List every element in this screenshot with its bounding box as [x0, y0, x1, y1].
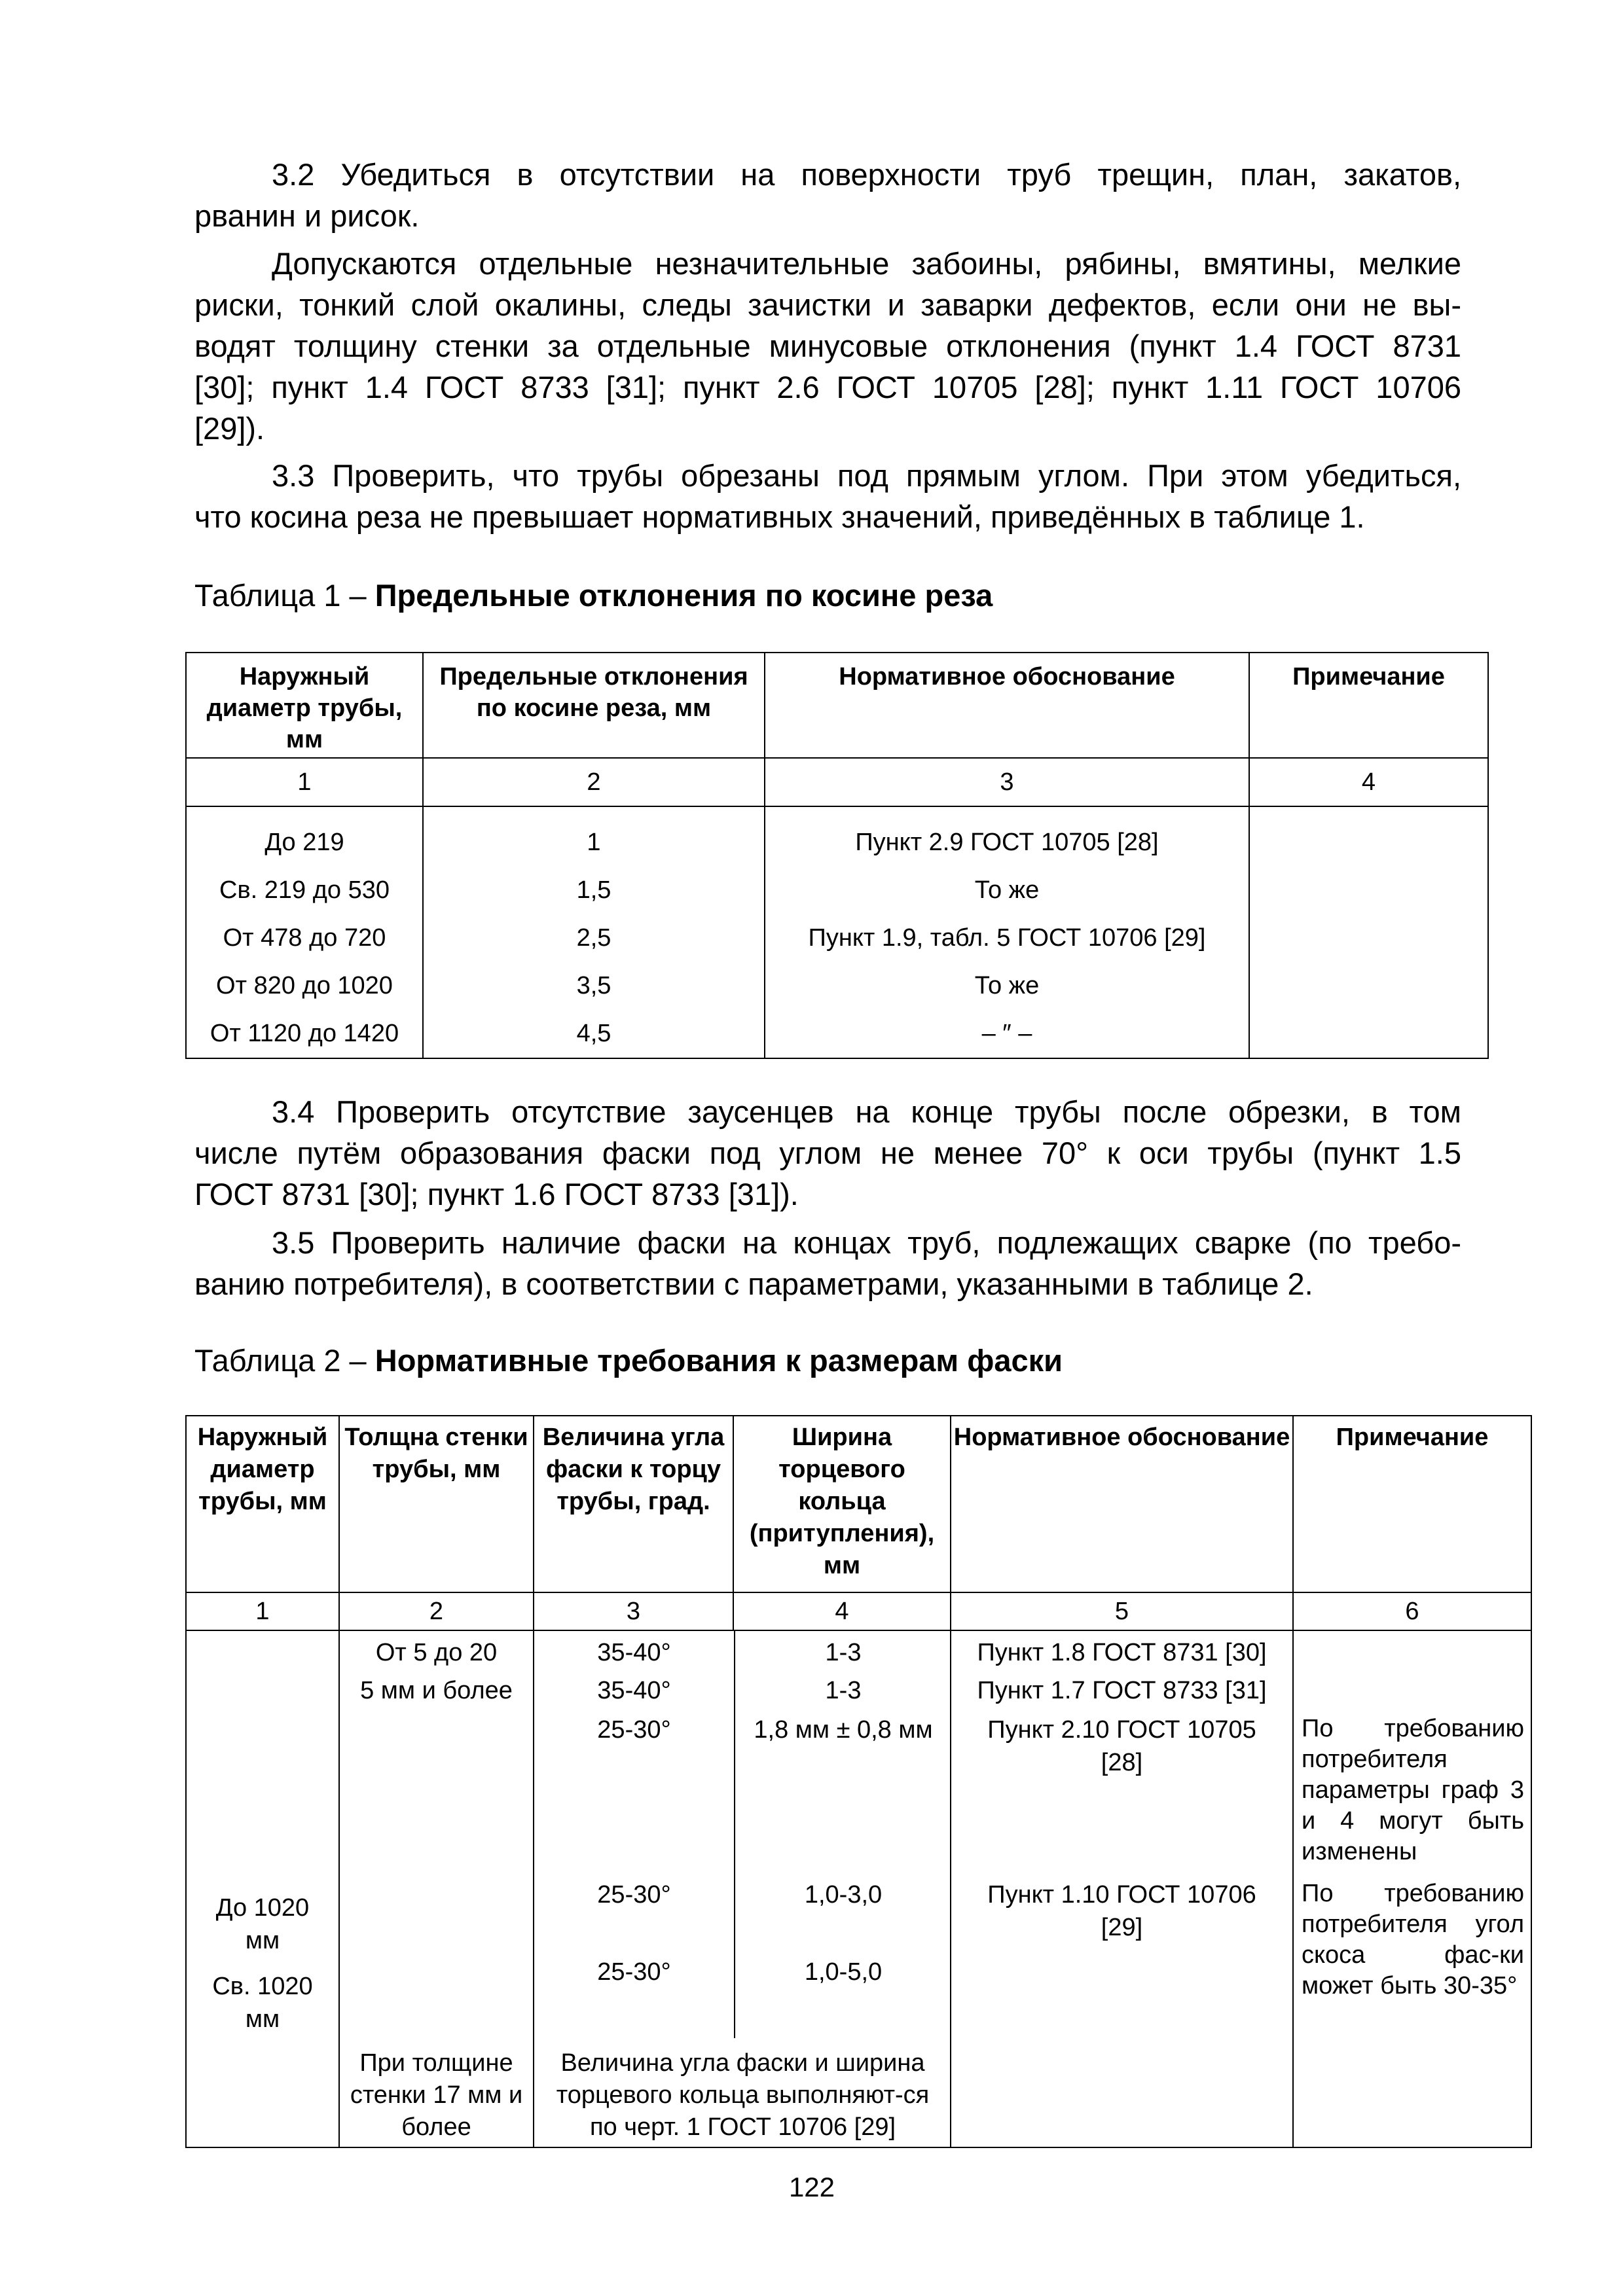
table-cell: 1,5 — [576, 876, 611, 904]
column-number-row — [186, 758, 1488, 806]
table-cell: 25-30° — [597, 1881, 671, 1909]
header-cell: Примечание — [1249, 653, 1488, 758]
caption-title: Предельные отклонения по косине реза — [374, 578, 993, 613]
header-cell: Величина угла фаски к торцу трубы, град. — [534, 1416, 733, 1592]
paragraph-3-3 — [194, 455, 1461, 537]
deviation-column — [423, 806, 765, 1058]
table-cell: До 1020 мм — [215, 1894, 310, 1954]
header-cell: Нормативное обоснование — [765, 653, 1249, 758]
column-number: 3 — [765, 758, 1249, 806]
table-1 — [185, 652, 1489, 1059]
table-cell: Пункт 1.8 ГОСТ 8731 [30] — [977, 1639, 1267, 1666]
table-cell: Св. 1020 мм — [212, 1973, 313, 2033]
header-cell: Ширина торцевого кольца (притупления), мм — [733, 1416, 951, 1592]
table-cell: Пункт 2.9 ГОСТ 10705 [28] — [855, 829, 1159, 856]
basis-column — [951, 1630, 1293, 2147]
table-cell: До 219 — [264, 829, 344, 856]
paragraph-3-5 — [194, 1222, 1461, 1304]
table-cell: При толщине стенки 17 мм и более — [350, 2049, 523, 2141]
text-line: риски, тонкий слой окалины, следы зачистки и заварки дефектов, если они не вы- — [194, 287, 1461, 322]
diameter-column — [186, 806, 423, 1058]
column-number: 5 — [951, 1592, 1293, 1630]
paragraph-3-2 — [194, 154, 1461, 236]
text-line: [30]; пункт 1.4 ГОСТ 8733 [31]; пункт 2.6 ГОСТ 10705 [28]; пункт 1.11 ГОСТ 10706 — [194, 370, 1461, 404]
table-cell: 25-30° — [597, 1716, 671, 1744]
table-cell: Пункт 1.10 ГОСТ 10706 [29] — [987, 1881, 1256, 1941]
text-line: 3.3 Проверить, что трубы обрезаны под прямым углом. При этом убедиться, — [272, 458, 1461, 493]
column-number-row — [186, 1592, 1531, 1630]
caption-title: Нормативные требования к размерам фаски — [374, 1343, 1063, 1378]
text-line: Допускаются отдельные незначительные забоины, рябины, вмятины, мелкие — [272, 246, 1461, 281]
table-cell: 3,5 — [576, 972, 611, 999]
text-line: ванию потребителя), в соответствии с параметрами, указанными в таблице 2. — [194, 1266, 1313, 1301]
table-cell: От 5 до 20 — [375, 1639, 498, 1666]
table-cell: От 478 до 720 — [223, 924, 386, 952]
column-number: 1 — [186, 1592, 339, 1630]
caption-prefix: Таблица 2 – — [194, 1343, 375, 1378]
table-2 — [185, 1415, 1532, 2148]
table-cell: 1-3 — [825, 1677, 862, 1704]
table-cell: Пункт 1.7 ГОСТ 8733 [31] — [977, 1677, 1267, 1704]
table-cell: 1-3 — [825, 1639, 862, 1666]
column-number: 4 — [1249, 758, 1488, 806]
table-body-row — [186, 806, 1488, 1058]
header-cell: Наружный диаметр трубы, мм — [186, 653, 423, 758]
header-cell: Предельные отклонения по косине реза, мм — [423, 653, 765, 758]
table-cell: 2,5 — [576, 924, 611, 952]
table-cell: Пункт 2.10 ГОСТ 10705 [28] — [987, 1716, 1256, 1776]
column-number: 2 — [423, 758, 765, 806]
text-line: 3.4 Проверить отсутствие заусенцев на конце трубы после обрезки, в том — [272, 1094, 1461, 1129]
table-cell: – ″ – — [981, 1020, 1032, 1047]
column-number: 3 — [534, 1592, 733, 1630]
table-header-row — [186, 1416, 1531, 1592]
table-note: По требованию потребителя угол скоса фас-ки может быть 30-35° — [1302, 1880, 1524, 2000]
text-line: водят толщину стенки за отдельные минусовые отклонения (пункт 1.4 ГОСТ 8731 — [194, 329, 1461, 363]
table-cell: От 1120 до 1420 — [210, 1020, 399, 1047]
table-cell: От 820 до 1020 — [216, 972, 393, 999]
table-cell: 4,5 — [576, 1020, 611, 1047]
table-1-caption — [194, 575, 993, 616]
table-cell: Пункт 1.9, табл. 5 ГОСТ 10706 [29] — [808, 924, 1206, 952]
note-column — [1293, 1630, 1531, 2147]
header-cell: Примечание — [1293, 1416, 1531, 1592]
angle-and-ring-columns — [534, 1630, 951, 2147]
table-cell: 1 — [587, 829, 601, 856]
text-line: ГОСТ 8731 [30]; пункт 1.6 ГОСТ 8733 [31]). — [194, 1177, 799, 1211]
column-number: 2 — [339, 1592, 534, 1630]
basis-column — [765, 806, 1249, 1058]
table-cell: 35-40° — [597, 1639, 671, 1666]
paragraph-3-4 — [194, 1091, 1461, 1215]
wall-thickness-column — [339, 1630, 534, 2147]
text-line: [29]). — [194, 411, 265, 446]
table-cell: 1,8 мм ± 0,8 мм — [754, 1716, 933, 1744]
table-cell: 25-30° — [597, 1958, 671, 1986]
merged-cell: Величина угла фаски и ширина торцевого кольца выполняют-ся по черт. 1 ГОСТ 10706 [29] — [556, 2049, 930, 2141]
note-column — [1249, 806, 1488, 1058]
diameter-column — [186, 1630, 339, 2147]
table-cell: То же — [974, 972, 1040, 999]
table-header-row — [186, 653, 1488, 758]
column-number: 6 — [1293, 1592, 1531, 1630]
table-cell: То же — [974, 876, 1040, 904]
header-cell: Нормативное обоснование — [951, 1416, 1293, 1592]
table-cell: Св. 219 до 530 — [219, 876, 390, 904]
header-cell: Наружный диаметр трубы, мм — [186, 1416, 339, 1592]
text-line: 3.2 Убедиться в отсутствии на поверхности труб трещин, план, закатов, — [272, 157, 1461, 192]
table-cell: 35-40° — [597, 1677, 671, 1704]
paragraph-allowed-defects — [194, 243, 1461, 449]
table-note: По требованию потребителя параметры граф 3 и 4 могут быть изменены — [1302, 1715, 1524, 1865]
table-cell: 1,0-3,0 — [804, 1881, 883, 1909]
table-cell: 5 мм и более — [360, 1677, 513, 1704]
text-line: что косина реза не превышает нормативных значений, приведённых в таблице 1. — [194, 499, 1365, 534]
caption-prefix: Таблица 1 – — [194, 578, 375, 613]
text-line: 3.5 Проверить наличие фаски на концах труб, подлежащих сварке (по требо- — [272, 1225, 1461, 1260]
column-number: 4 — [733, 1592, 951, 1630]
column-number: 1 — [186, 758, 423, 806]
header-cell: Толщна стенки трубы, мм — [339, 1416, 534, 1592]
table-body-row — [186, 1630, 1531, 2147]
table-cell: 1,0-5,0 — [804, 1958, 883, 1986]
table-2-caption — [194, 1340, 1063, 1381]
page-number: 122 — [788, 2172, 835, 2202]
text-line: числе путём образования фаски под углом не менее 70° к оси трубы (пункт 1.5 — [194, 1136, 1461, 1170]
text-line: рванин и рисок. — [194, 198, 420, 233]
